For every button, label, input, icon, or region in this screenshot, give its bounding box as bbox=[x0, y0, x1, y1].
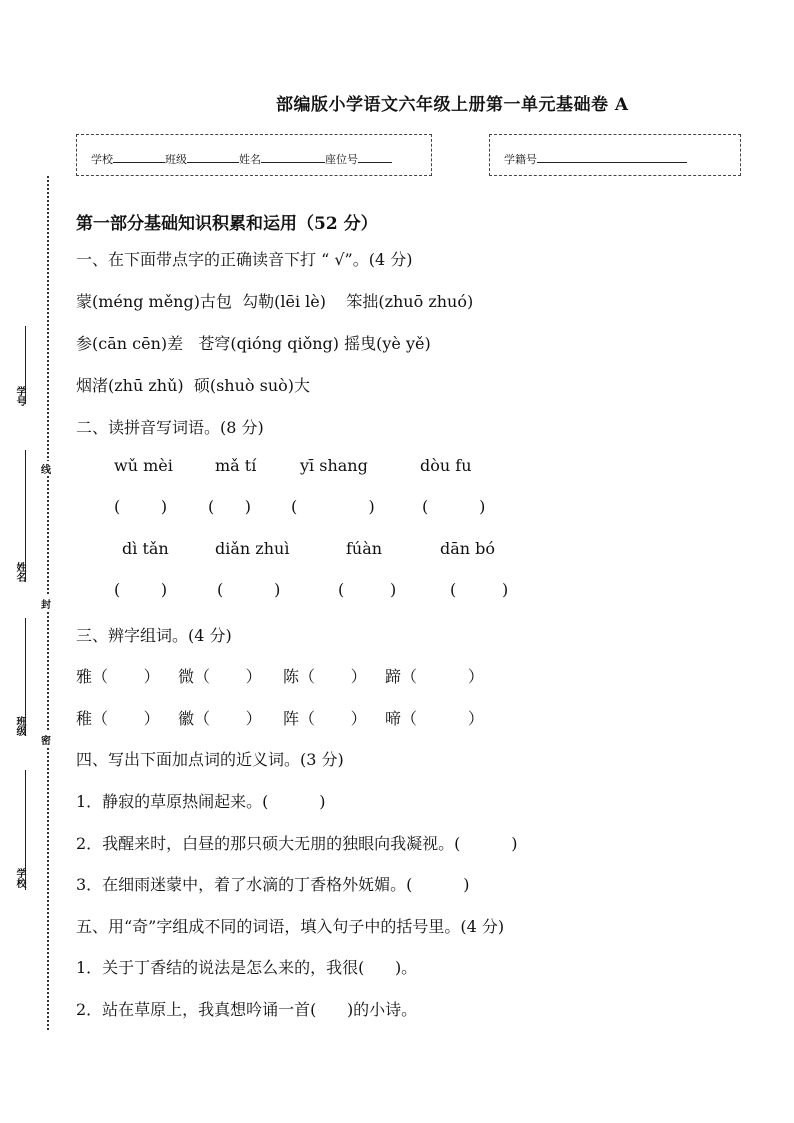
answer-blank[interactable]: ( ) bbox=[450, 580, 509, 599]
name-label: 姓名 bbox=[239, 153, 261, 166]
answer-blank[interactable]: ( ) bbox=[217, 580, 281, 599]
pinyin-item: diǎn zhuì bbox=[215, 539, 290, 558]
word-group-item[interactable]: 蹄（ ） bbox=[385, 667, 484, 686]
word-group-item[interactable]: 陈（ ） bbox=[283, 667, 367, 686]
word-group-item[interactable]: 阵（ ） bbox=[283, 709, 367, 728]
q4-item[interactable]: 2．我醒来时，白昼的那只硕大无朋的独眼向我凝视。( ) bbox=[76, 834, 518, 853]
class-label-vertical: 班级 bbox=[14, 716, 25, 736]
student-info-row bbox=[91, 151, 392, 167]
q5-item[interactable]: 2．站在草原上，我真想吟诵一首( )的小诗。 bbox=[76, 1000, 418, 1019]
pinyin-item: mǎ tí bbox=[215, 456, 257, 475]
school-label: 学校 bbox=[91, 153, 113, 166]
q4-item[interactable]: 3．在细雨迷蒙中，着了水滴的丁香格外妩媚。( ) bbox=[76, 875, 470, 894]
word-group-item[interactable]: 雅（ ） bbox=[76, 667, 160, 686]
student-info-box bbox=[76, 134, 432, 176]
seal-char-line: 线 bbox=[41, 461, 51, 476]
answer-blank[interactable]: ( ) bbox=[338, 580, 397, 599]
word-group-item[interactable]: 微（ ） bbox=[178, 667, 262, 686]
seat-blank[interactable] bbox=[358, 152, 392, 163]
pinyin-item: dì tǎn bbox=[122, 539, 169, 558]
q1-line: 蒙(méng měng)古包 勾勒(lēi lè) 笨拙(zhuō zhuó) bbox=[76, 292, 474, 311]
pinyin-item: dòu fu bbox=[420, 456, 472, 475]
q2-heading: 二、读拼音写词语。(8 分) bbox=[76, 418, 264, 437]
q4-heading: 四、写出下面加点词的近义词。(3 分) bbox=[76, 750, 344, 769]
word-group-item[interactable]: 徽（ ） bbox=[178, 709, 262, 728]
answer-blank[interactable]: ( ) bbox=[422, 497, 486, 516]
answer-blank[interactable]: ( ) bbox=[291, 497, 375, 516]
student-number-label: 学号 bbox=[14, 386, 25, 406]
page-title: 部编版小学语文六年级上册第一单元基础卷 A bbox=[276, 95, 629, 115]
student-id-box bbox=[489, 134, 741, 176]
q5-item[interactable]: 1．关于丁香结的说法是怎么来的，我很( )。 bbox=[76, 958, 418, 977]
school-blank[interactable] bbox=[113, 152, 165, 163]
student-id-row bbox=[504, 151, 687, 167]
seat-label: 座位号 bbox=[325, 153, 358, 166]
pinyin-item: yī shang bbox=[300, 456, 368, 475]
part1-heading: 第一部分基础知识积累和运用（52 分） bbox=[76, 214, 378, 234]
seal-char-seal: 封 bbox=[41, 596, 51, 611]
class-label: 班级 bbox=[165, 153, 187, 166]
student-id-label: 学籍号 bbox=[504, 153, 537, 166]
answer-blank[interactable]: ( ) bbox=[208, 497, 251, 516]
word-group-item[interactable]: 啼（ ） bbox=[385, 709, 484, 728]
school-label-vertical: 学校 bbox=[14, 868, 25, 888]
q1-line: 烟渚(zhū zhǔ) 硕(shuò suò)大 bbox=[76, 376, 310, 395]
q5-heading: 五、用“奇”字组成不同的词语，填入句子中的括号里。(4 分) bbox=[76, 917, 505, 936]
q4-item[interactable]: 1．静寂的草原热闹起来。( ) bbox=[76, 792, 326, 811]
name-label-vertical: 姓名 bbox=[14, 562, 25, 582]
word-group-item[interactable]: 稚（ ） bbox=[76, 709, 160, 728]
q1-heading: 一、在下面带点字的正确读音下打 “ √”。(4 分) bbox=[76, 250, 413, 269]
q1-line: 参(cān cēn)差 苍穹(qióng qiǒng) 摇曳(yè yě) bbox=[76, 334, 431, 353]
name-blank[interactable] bbox=[261, 152, 325, 163]
answer-blank[interactable]: ( ) bbox=[114, 497, 168, 516]
pinyin-item: dān bó bbox=[440, 539, 496, 558]
student-id-blank[interactable] bbox=[537, 152, 687, 163]
answer-blank[interactable]: ( ) bbox=[114, 580, 168, 599]
pinyin-item: fúàn bbox=[346, 539, 383, 558]
seal-char-secret: 密 bbox=[41, 732, 51, 747]
pinyin-item: wǔ mèi bbox=[114, 456, 173, 475]
q3-heading: 三、辨字组词。(4 分) bbox=[76, 626, 232, 645]
class-blank[interactable] bbox=[187, 152, 239, 163]
